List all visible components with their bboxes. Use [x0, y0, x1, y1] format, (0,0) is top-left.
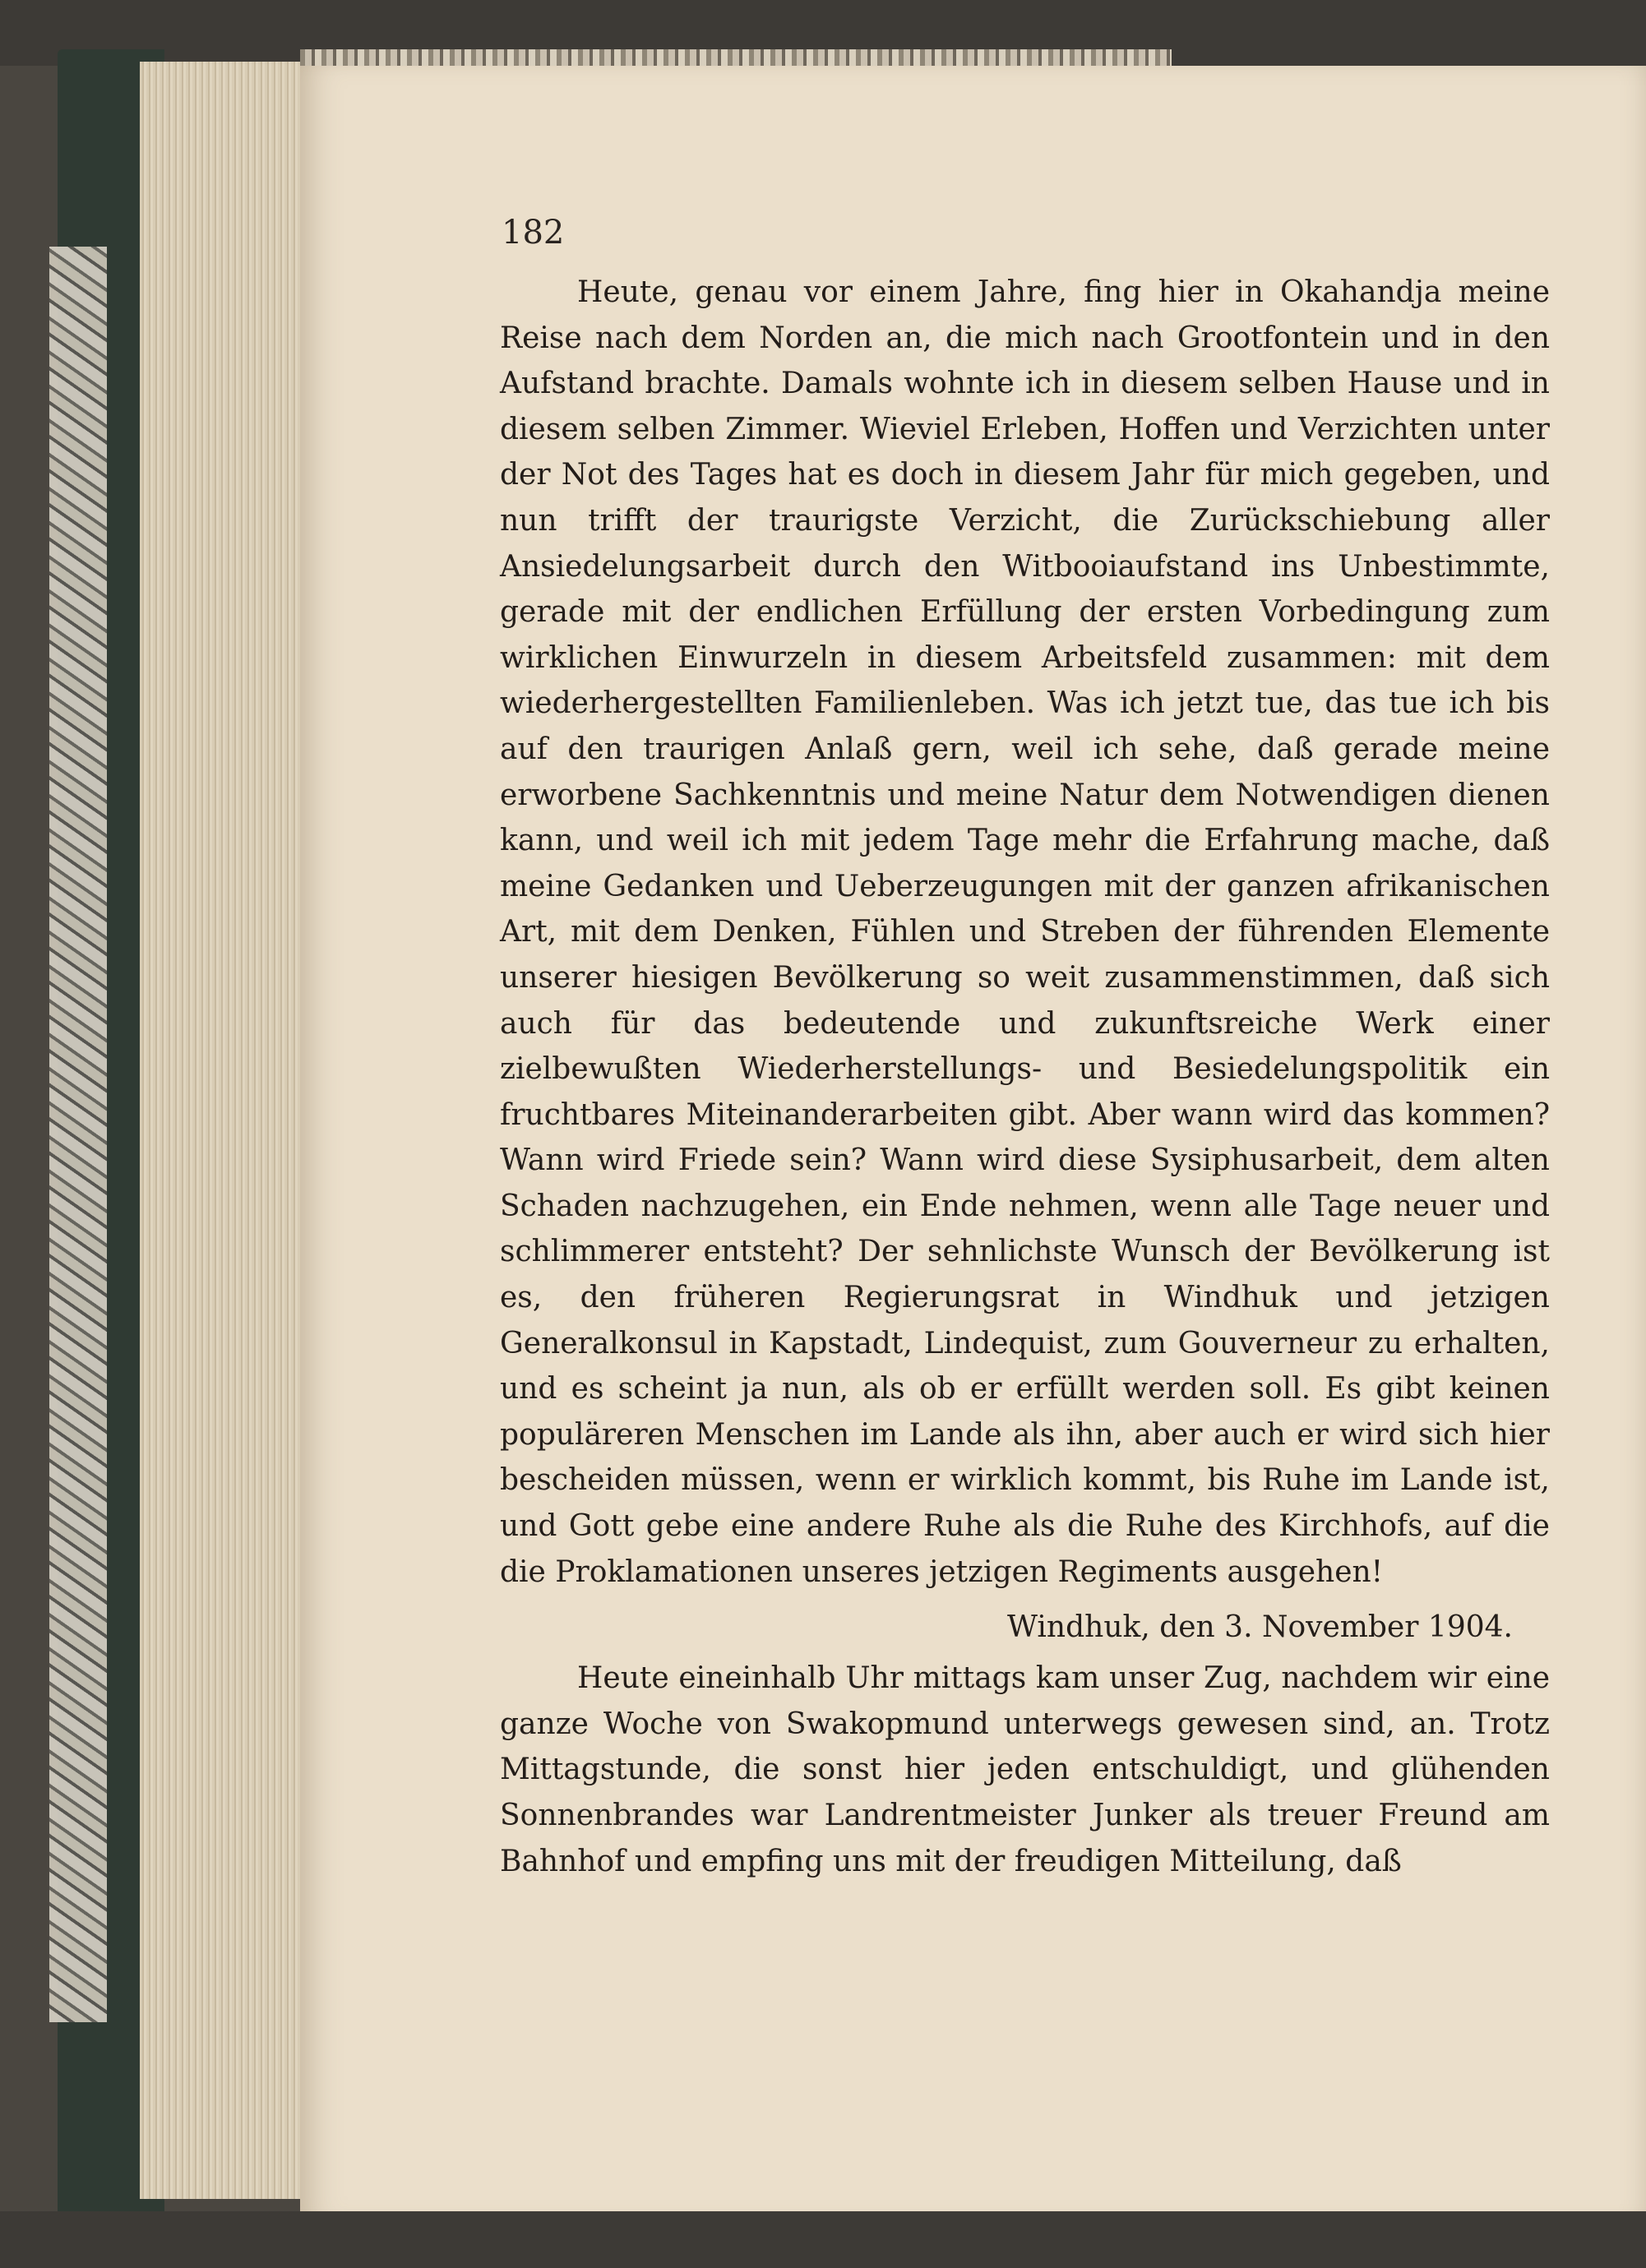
paragraph: Heute eineinhalb Uhr mittags kam unser Zug, nachdem wir eine ganze Woche von Swakopmund unterwegs gewesen sind, an. Trotz Mittagstunde, die sonst hier jeden entschuldigt, und glühenden Sonnenbrandes war Landrentmeister Junker als treuer Freund am Bahnhof und empfing uns mit der freudigen Mitteilung, daß: [500, 1661, 1550, 1878]
paragraph: Heute, genau vor einem Jahre, fing hier in Okahandja meine Reise nach dem Norden an, die mich nach Grootfontein und in den Aufstand brachte. Damals wohnte ich in diesem selben Hause und in diesem selben Zimmer. Wieviel Erleben, Hoffen und Verzichten unter der Not des Tages hat es doch in diesem Jahr für mich gegeben, und nun trifft der traurigste Verzicht, die Zurückschiebung aller Ansiedelungsarbeit durch den Witbooiaufstand ins Unbestimmte, gerade mit der endlichen Erfüllung der ersten Vorbedingung zum wirklichen Einwurzeln in diesem Arbeitsfeld zusammen: mit dem wiederhergestellten Familienleben. Was ich jetzt tue, das tue ich bis auf den traurigen Anlaß gern, weil ich sehe, daß gerade meine erworbene Sachkenntnis und meine Natur dem Notwendigen dienen kann, und weil ich mit jedem Tage mehr die Erfahrung mache, daß meine Gedanken und Ueberzeugungen mit der ganzen afrikanischen Art, mit dem Denken, Fühlen und Streben der führenden Elemente unserer hiesigen Bevölkerung so weit zusammenstimmen, daß sich auch für das bedeutende und zukunftsreiche Werk einer zielbewußten Wiederherstellungs- und Besiedelungspolitik ein fruchtbares Miteinanderarbeiten gibt. Aber wann wird das kommen? Wann wird Friede sein? Wann wird diese Sysiphusarbeit, dem alten Schaden nachzugehen, ein Ende nehmen, wenn alle Tage neuer und schlimmerer entsteht? Der sehnlichste Wunsch der Bevölkerung ist es, den früheren Regierungsrat in Windhuk und jetzigen Generalkonsul in Kapstadt, Lindequist, zum Gouverneur zu erhalten, und es scheint ja nun, als ob er erfüllt werden soll. Es gibt keinen populäreren Menschen im Lande als ihn, aber auch er wird sich hier bescheiden müssen, wenn er wirklich kommt, bis Ruhe im Lande ist, und Gott gebe eine andere Ruhe als die Ruhe des Kirchhofs, auf die die Proklamationen unseres jetzigen Regiments ausgehen!: [500, 275, 1550, 1589]
page-text: [500, 270, 1550, 1884]
dateline: Windhuk, den 3. November 1904.: [1007, 1610, 1513, 1645]
marbled-endpaper: [49, 247, 107, 2022]
page-edges: [140, 62, 300, 2199]
page-number: 182: [502, 214, 565, 252]
background-bottom: [0, 2211, 1646, 2268]
